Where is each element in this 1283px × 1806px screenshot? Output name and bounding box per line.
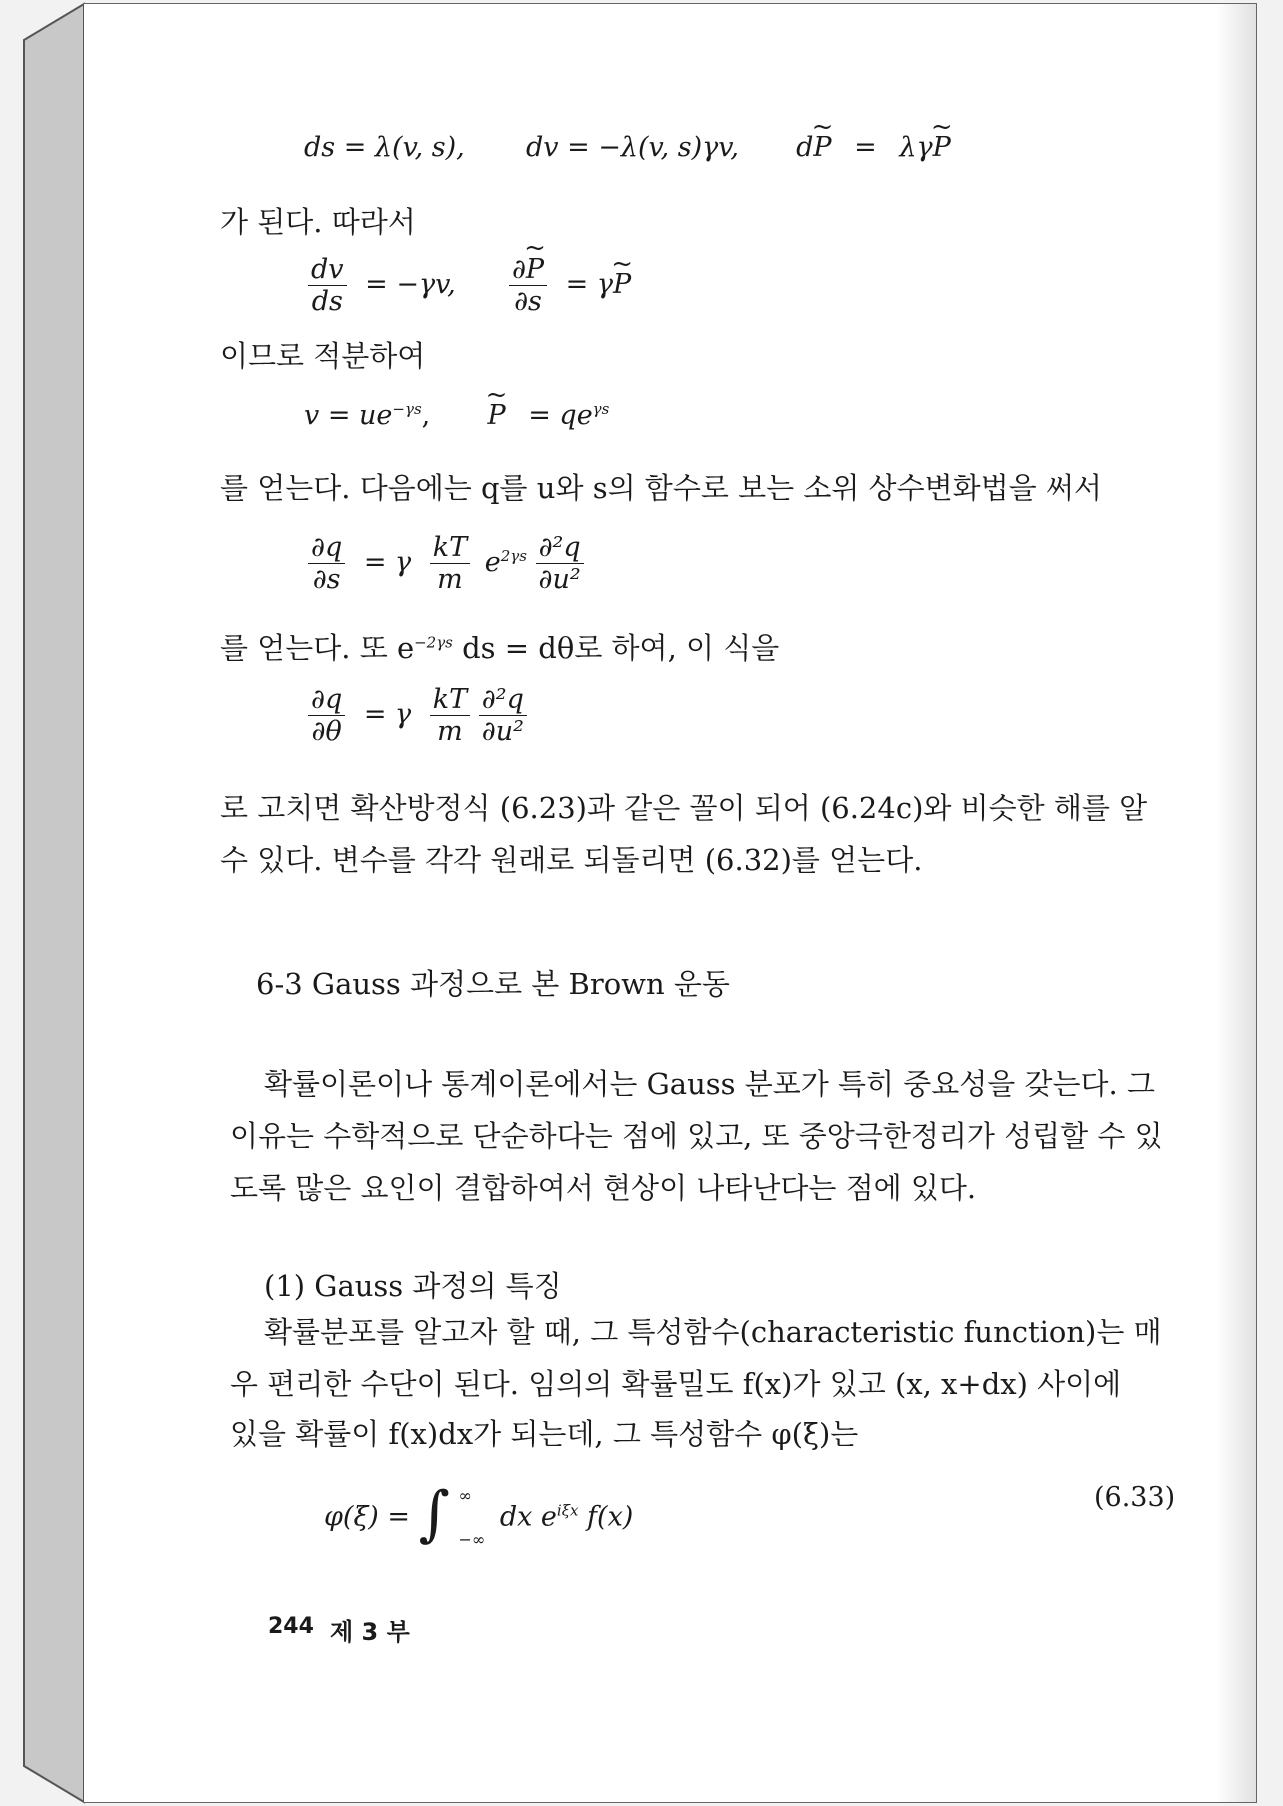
footer-part-label: 제 3 부 [330,1618,410,1646]
eq1-equals: = [854,132,877,163]
eq1-rhs: λγ~ P [899,132,950,163]
eq1-dp: d~ P [796,132,831,163]
subsection-heading: (1) Gauss 과정의 특징 [264,1269,562,1303]
para2-line2: 우 편리한 수단이 된다. 임의의 확률밀도 f(x)가 있고 (x, x+dx) 사이에 [230,1367,1122,1401]
equation-6-33: φ(ξ) = ∫ ∞ −∞ dx $e^{i\xi x}$ f(x) [324,1474,633,1562]
equation-v-p-solution: $v = ue^{-\gamma s}$, ~ $P = qe^{\gamma s}$ [304,400,609,431]
text-then: 가 된다. 따라서 [220,205,416,239]
integral-sign: ∫ [418,1479,450,1549]
equation-dv-ds [308,254,631,317]
eq3-rhs: = qe [528,400,593,431]
para2-line1: 확률분포를 알고자 할 때, 그 특성함수(characteristic function)는 매 [264,1315,1162,1349]
para1-line2: 이유는 수학적으로 단순하다는 점에 있고, 또 중앙극한정리가 성립할 수 있 [230,1119,1163,1153]
footer-page-number: 244 [268,1614,314,1639]
page-gutter-shadow [1216,4,1256,1802]
eq633-lhs: φ(ξ) = [324,1501,411,1533]
para2-line3: 있을 확률이 f(x)dx가 되는데, 그 특성함수 φ(ξ)는 [230,1417,859,1451]
equation-dq-ds: $\frac{\partial q}{\partial s}$ = γ $\frac{kT}{m}$ $e^{2\gamma s}$ $\frac{\text{∂²q}}{\text{∂u²}}$ [308,532,584,595]
equation-dq-dtheta: $\frac{\partial q}{\partial\theta}$ = γ $\frac{kT}{m}$ $\frac{\text{∂²q}}{\text{∂u²}}$ [308,684,527,747]
fraction-dv-ds: $\frac{dv}{ds}$ [308,254,347,317]
eq2-rhs2: = γ~ P [566,269,632,300]
text-diffusion-line2: 수 있다. 변수를 각각 원래로 되돌리면 (6.32)를 얻는다. [220,843,923,877]
text-diffusion-line1: 로 고치면 확산방정식 (6.23)과 같은 꼴이 되어 (6.24c)와 비슷한 해를 알 [220,791,1148,825]
fraction-dp-ds: $\frac{\partial\sim P}{\partial s}$ [509,254,547,317]
para1-line3: 도록 많은 요인이 결합하여서 현상이 나타난다는 점에 있다. [230,1171,977,1205]
eq3-p: ~ P [487,400,505,431]
eq1-dv: dv = −λ(v, s)γv, [525,132,739,163]
document-page [84,4,1256,1802]
equation-number-6-33: (6.33) [1094,1482,1176,1513]
text-variation-of-constants: 를 얻는다. 다음에는 q를 u와 s의 함수로 보는 소위 상수변화법을 써서 [220,471,1102,505]
text-substitution: 를 얻는다. 또 $e^{-2\gamma s}$ ds = dθ로 하여, 이 식을 [220,631,780,665]
eq4-gamma: = γ [363,547,412,579]
equation-ds-dv-dp [304,132,951,163]
para1-line1: 확률이론이나 통계이론에서는 Gauss 분포가 특히 중요성을 갖는다. 그 [264,1067,1156,1101]
section-heading: 6-3 Gauss 과정으로 본 Brown 운동 [256,967,730,1001]
text-integrate: 이므로 적분하여 [220,339,426,373]
integral-limits: ∞ −∞ [458,1486,486,1549]
eq1-ds: ds = λ(v, s), [304,132,465,163]
eq2-rhs1: = −γv, [365,269,456,301]
eq3-v: v = ue [304,400,393,431]
